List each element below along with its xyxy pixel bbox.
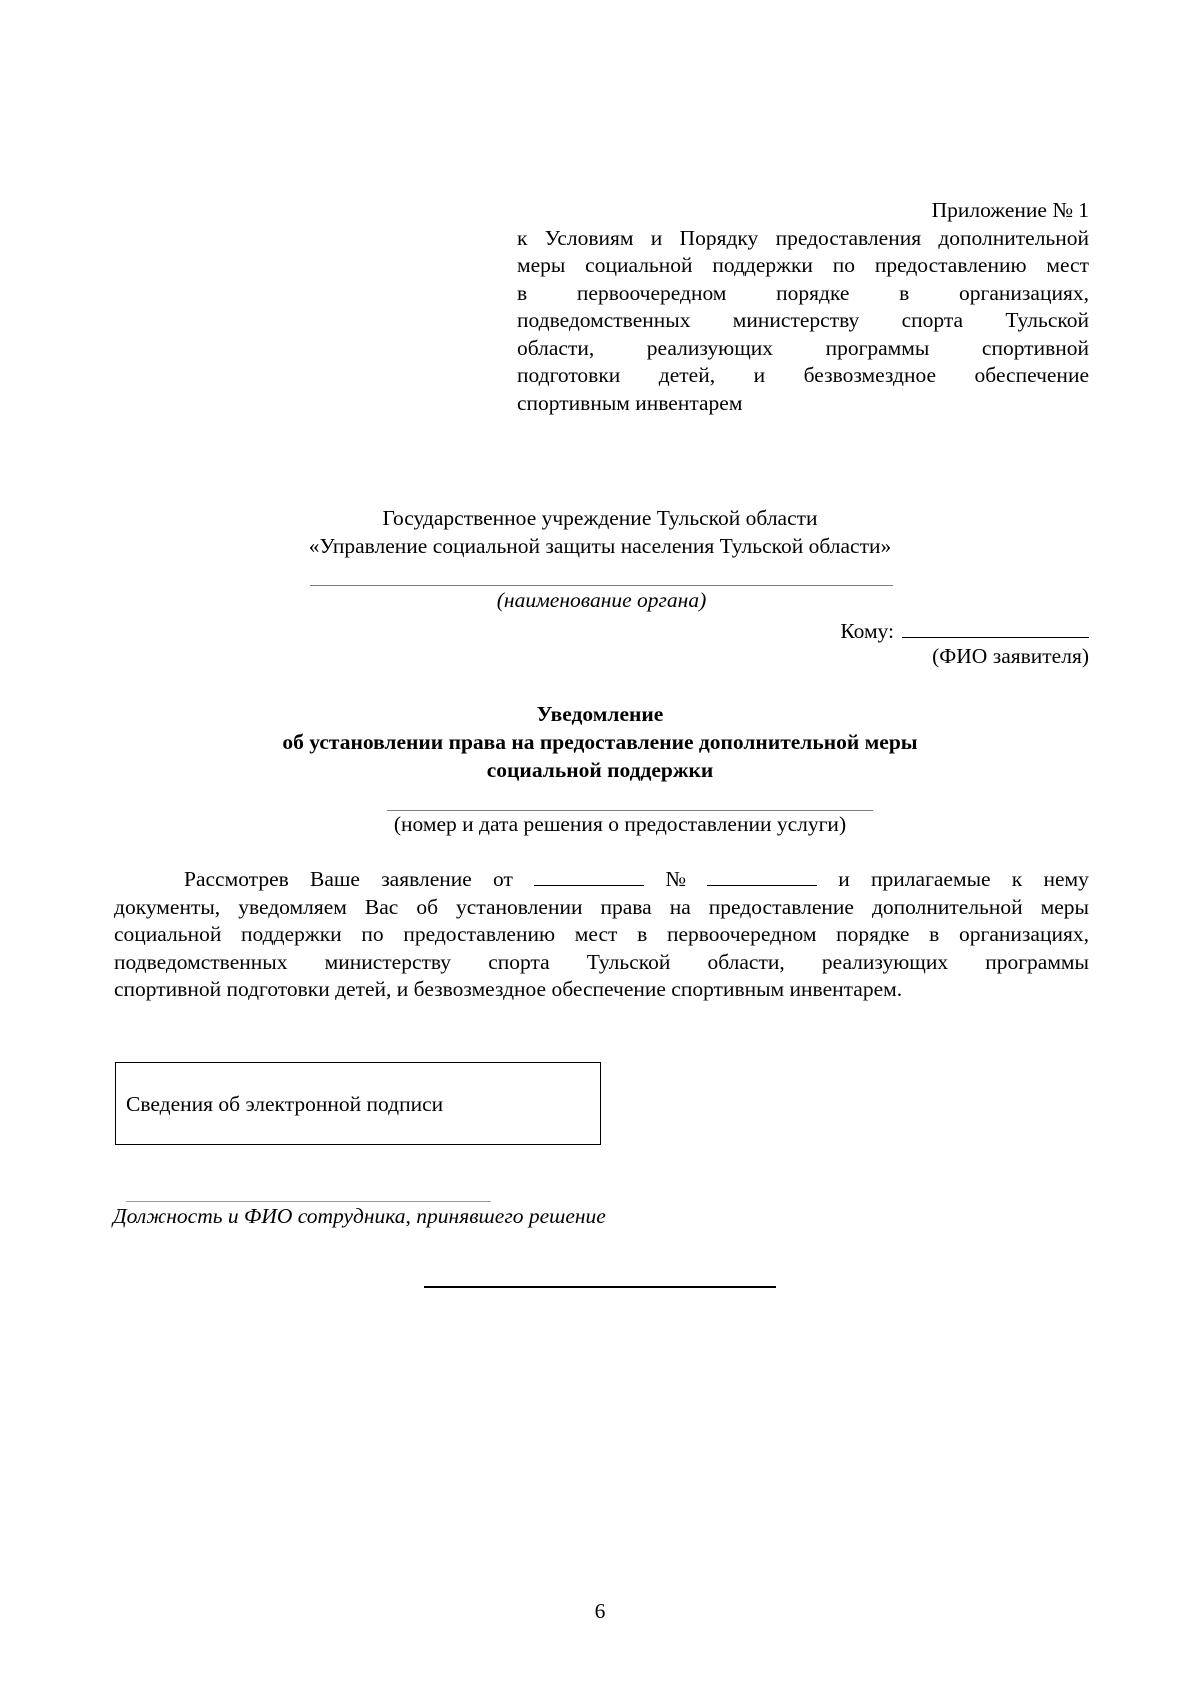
decision-underline: [387, 810, 873, 811]
electronic-signature-box: [115, 1062, 601, 1145]
notice-title-line-3: социальной поддержки: [486, 758, 714, 782]
notice-title-line-1: Уведомление: [536, 702, 664, 726]
body-word: №: [665, 867, 686, 891]
appendix-line: подведомственных министерству спорта Тульской: [517, 308, 1089, 332]
body-word: к: [1011, 867, 1023, 891]
body-word: Ваше: [309, 867, 360, 891]
appendix-number: Приложение № 1: [931, 198, 1089, 222]
appendix-line: подготовки детей, и безвозмездное обеспечение: [517, 363, 1089, 387]
body-line: социальной поддержки по предоставлению мест в первоочередном порядке в организациях,: [114, 922, 1089, 946]
decision-caption: (номер и дата решения о предоставлении услуги): [393, 812, 847, 836]
employee-underline: [126, 1201, 491, 1202]
organization-underline: [310, 585, 893, 586]
body-line: документы, уведомляем Вас об установлении права на предоставление дополнительной меры: [114, 894, 1089, 919]
appendix-block: [517, 197, 1089, 417]
appendix-line: спортивным инвентарем: [517, 390, 743, 415]
notice-title: [120, 700, 1080, 784]
recipient-label: Кому:: [840, 619, 894, 643]
application-date-blank: [534, 865, 644, 886]
employee-caption: Должность и ФИО сотрудника, принявшего решение: [113, 1204, 606, 1228]
body-word: нему: [1043, 867, 1089, 891]
body-word: Рассмотрев: [184, 867, 289, 891]
body-word: прилагаемые: [871, 867, 991, 891]
organization-name-line-1: Государственное учреждение Тульской области: [382, 506, 818, 530]
recipient-blank: [902, 615, 1089, 638]
recipient-line: [700, 615, 1089, 644]
appendix-line: в первоочередном порядке в организациях,: [517, 280, 1089, 305]
appendix-line: области, реализующих программы спортивной: [517, 335, 1089, 360]
recipient-caption: (ФИО заявителя): [932, 644, 1089, 668]
appendix-line: к Условиям и Порядку предоставления дополнительной: [517, 225, 1089, 250]
body-word: заявление: [381, 867, 472, 891]
notice-body: [114, 865, 1089, 1004]
electronic-signature-label: Сведения об электронной подписи: [126, 1092, 444, 1116]
appendix-text: [517, 225, 1089, 418]
body-first-line: [114, 865, 1089, 894]
appendix-line: меры социальной поддержки по предоставлению мест: [517, 253, 1089, 277]
body-line: подведомственных министерству спорта Тульской области, реализующих программы: [114, 949, 1089, 974]
organization-caption: (наименование органа): [496, 588, 707, 612]
body-line: спортивной подготовки детей, и безвозмездное обеспечение спортивным инвентарем.: [114, 977, 903, 1001]
organization-name-line-2: «Управление социальной защиты населения Тульской области»: [308, 534, 892, 558]
application-number-blank: [707, 865, 817, 886]
notice-title-line-2: об установлении права на предоставление дополнительной меры: [282, 730, 918, 754]
body-word: от: [493, 867, 513, 891]
closing-rule: [424, 1286, 776, 1288]
body-word: и: [838, 867, 850, 891]
page-number: 6: [594, 1599, 606, 1623]
